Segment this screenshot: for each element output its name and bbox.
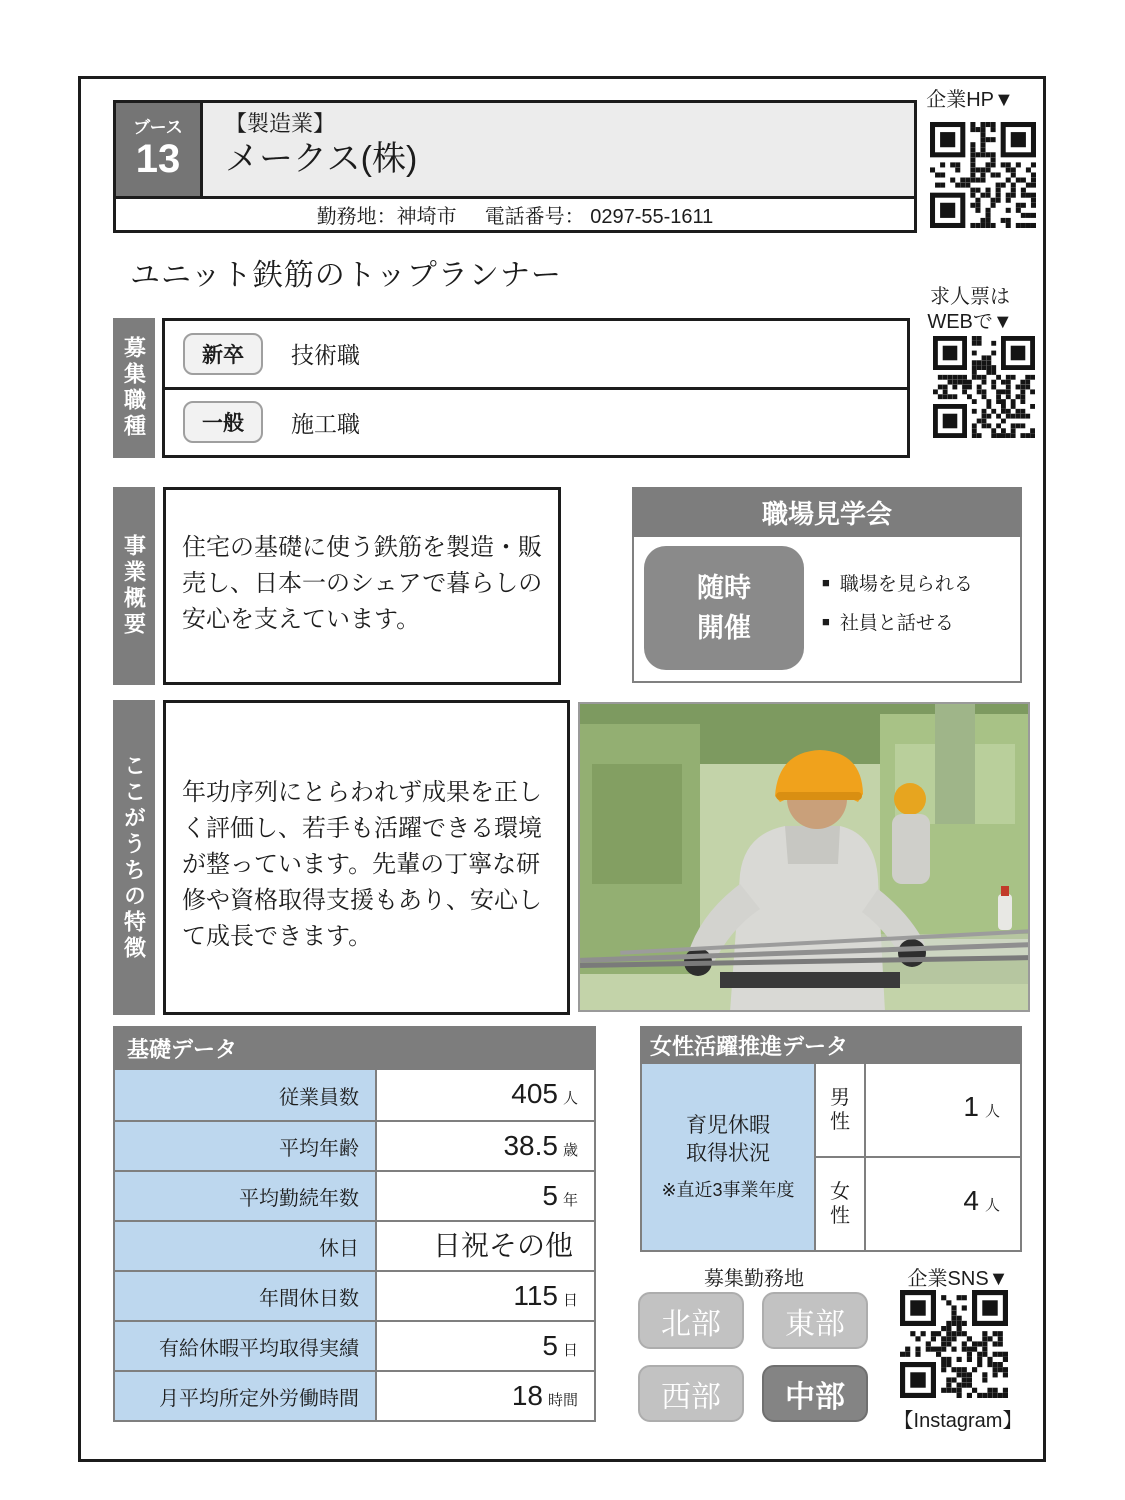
instagram-caption: 【Instagram】 — [893, 1410, 1023, 1432]
row-label: 休日 — [115, 1222, 377, 1270]
row-value-number: 5 — [542, 1180, 558, 1211]
recruit-title: 技術職 — [291, 342, 360, 369]
booth-label: ブース — [133, 118, 183, 138]
row-value-number: 1 — [963, 1091, 979, 1122]
company-header-top — [116, 103, 914, 196]
tour-bullet-list — [822, 569, 973, 635]
table-row — [115, 1170, 594, 1220]
row-value-unit: 人 — [984, 1197, 1000, 1214]
row-value-unit: 歳 — [562, 1142, 578, 1159]
row-value-number: 4 — [963, 1185, 979, 1216]
row-value-number: 18 — [511, 1380, 543, 1411]
workplace-tour-title: 職場見学会 — [632, 487, 1022, 537]
location-option-central-active: 中部 — [762, 1365, 868, 1422]
tour-bullet-item — [822, 569, 973, 596]
row-value — [377, 1372, 594, 1420]
recruit-box — [162, 318, 910, 458]
row-value-number: 115 — [513, 1280, 558, 1311]
female-value — [866, 1158, 1020, 1250]
row-value-unit: 年 — [562, 1192, 578, 1209]
workplace-tour-body — [632, 537, 1022, 683]
row-value-number: 38.5 — [503, 1130, 558, 1161]
anytime-badge-line2: 開催 — [697, 613, 751, 643]
locations-grid — [638, 1292, 868, 1422]
recruit-section-bar — [113, 318, 155, 458]
general-badge: 一般 — [183, 401, 263, 443]
row-value — [377, 1322, 594, 1370]
row-value-unit: 人 — [562, 1090, 578, 1107]
booth-number: 13 — [135, 136, 181, 181]
industry-tag: 【製造業】 — [225, 111, 336, 136]
row-value — [377, 1222, 594, 1270]
company-catchphrase: ユニット鉄筋のトップランナー — [130, 259, 562, 292]
location-option-north: 北部 — [638, 1292, 744, 1349]
company-hp-qr-label: 企業HP▼ — [926, 89, 1014, 111]
bullet-square-icon: ■ — [822, 614, 830, 629]
women-data-title: 女性活躍推進データ — [640, 1026, 1022, 1064]
male-value — [866, 1064, 1020, 1156]
job-posting-qr-code-icon — [933, 336, 1035, 438]
bullet-square-icon: ■ — [822, 575, 830, 590]
tour-bullet-text: 社員と話せる — [839, 613, 954, 634]
workplace-tour-box — [632, 487, 1022, 683]
row-value-unit: 時間 — [547, 1392, 578, 1409]
basic-data-title: 基礎データ — [113, 1026, 596, 1070]
table-row — [115, 1370, 594, 1420]
new-grad-badge: 新卒 — [183, 333, 263, 375]
row-value-unit: 日 — [562, 1292, 578, 1309]
row-value — [377, 1272, 594, 1320]
company-name: メークス(株) — [225, 140, 418, 179]
row-value-unit: 日 — [562, 1342, 578, 1359]
recruit-section-label: 募集職種 — [121, 336, 147, 440]
tour-bullet-text: 職場を見られる — [839, 574, 973, 595]
company-header — [113, 100, 917, 233]
recruit-row-general — [165, 387, 907, 456]
company-sns-qr-code-icon — [900, 1290, 1008, 1398]
web-qr-label-line1: 求人票は — [930, 286, 1010, 308]
row-value — [377, 1122, 594, 1170]
row-label: 従業員数 — [115, 1070, 377, 1120]
locations-title: 募集勤務地 — [704, 1268, 804, 1290]
phone-text: 電話番号： 0297-55-1611 — [484, 206, 714, 228]
recruit-title: 施工職 — [291, 410, 360, 437]
anytime-badge-line1: 随時 — [697, 572, 751, 603]
row-label: 月平均所定外労働時間 — [115, 1372, 377, 1420]
row-label: 平均年齢 — [115, 1122, 377, 1170]
business-overview-text: 住宅の基礎に使う鉄筋を製造・販売し、日本一のシェアで暮らしの安心を支えています。 — [163, 487, 561, 685]
recruit-row-new-grad — [165, 321, 907, 387]
business-section-label: 事業概要 — [121, 534, 147, 638]
booth-number-box — [116, 103, 203, 196]
row-value-unit: 人 — [984, 1103, 1000, 1120]
anytime-held-badge — [644, 546, 804, 670]
category-line: 取得状況 — [686, 1142, 770, 1166]
row-label: 有給休暇平均取得実績 — [115, 1322, 377, 1370]
table-row — [115, 1120, 594, 1170]
basic-data-section — [113, 1026, 596, 1422]
features-section-label: ここがうちの特徴 — [121, 753, 147, 962]
company-hp-qr-code-icon — [930, 122, 1036, 228]
childcare-leave-category — [642, 1064, 814, 1250]
row-label: 平均勤続年数 — [115, 1172, 377, 1220]
web-qr-label — [905, 285, 1035, 335]
category-note: ※直近3事業年度 — [661, 1179, 795, 1200]
workplace-text: 勤務地：神埼市 — [316, 206, 457, 228]
women-data-table — [640, 1064, 1022, 1252]
features-section-bar — [113, 700, 155, 1015]
tour-bullet-item — [822, 608, 973, 635]
table-row — [115, 1270, 594, 1320]
gender-label-male: 男性 — [816, 1064, 864, 1156]
contact-row — [116, 196, 914, 230]
category-line: 育児休暇 — [686, 1113, 770, 1137]
web-qr-label-line2: WEBで▼ — [927, 311, 1013, 333]
women-data-section — [640, 1026, 1022, 1252]
basic-data-table — [113, 1070, 596, 1422]
row-value-number: 405 — [511, 1078, 558, 1109]
row-value — [377, 1070, 594, 1120]
row-value-number: 日祝その他 — [432, 1230, 573, 1261]
location-option-west: 西部 — [638, 1365, 744, 1422]
row-value — [377, 1172, 594, 1220]
table-row — [115, 1320, 594, 1370]
table-row — [115, 1070, 594, 1120]
factory-worker-photo — [578, 702, 1030, 1012]
table-row — [115, 1220, 594, 1270]
company-sns-label: 企業SNS▼ — [907, 1268, 1009, 1290]
row-label: 年間休日数 — [115, 1272, 377, 1320]
company-name-box — [203, 103, 914, 196]
location-option-east: 東部 — [762, 1292, 868, 1349]
row-value-number: 5 — [542, 1330, 558, 1361]
business-section-bar — [113, 487, 155, 685]
gender-label-female: 女性 — [816, 1158, 864, 1250]
features-text: 年功序列にとらわれず成果を正しく評価し、若手も活躍できる環境が整っています。先輩の丁寧な研修や資格取得支援もあり、安心して成長できます。 — [163, 700, 570, 1015]
